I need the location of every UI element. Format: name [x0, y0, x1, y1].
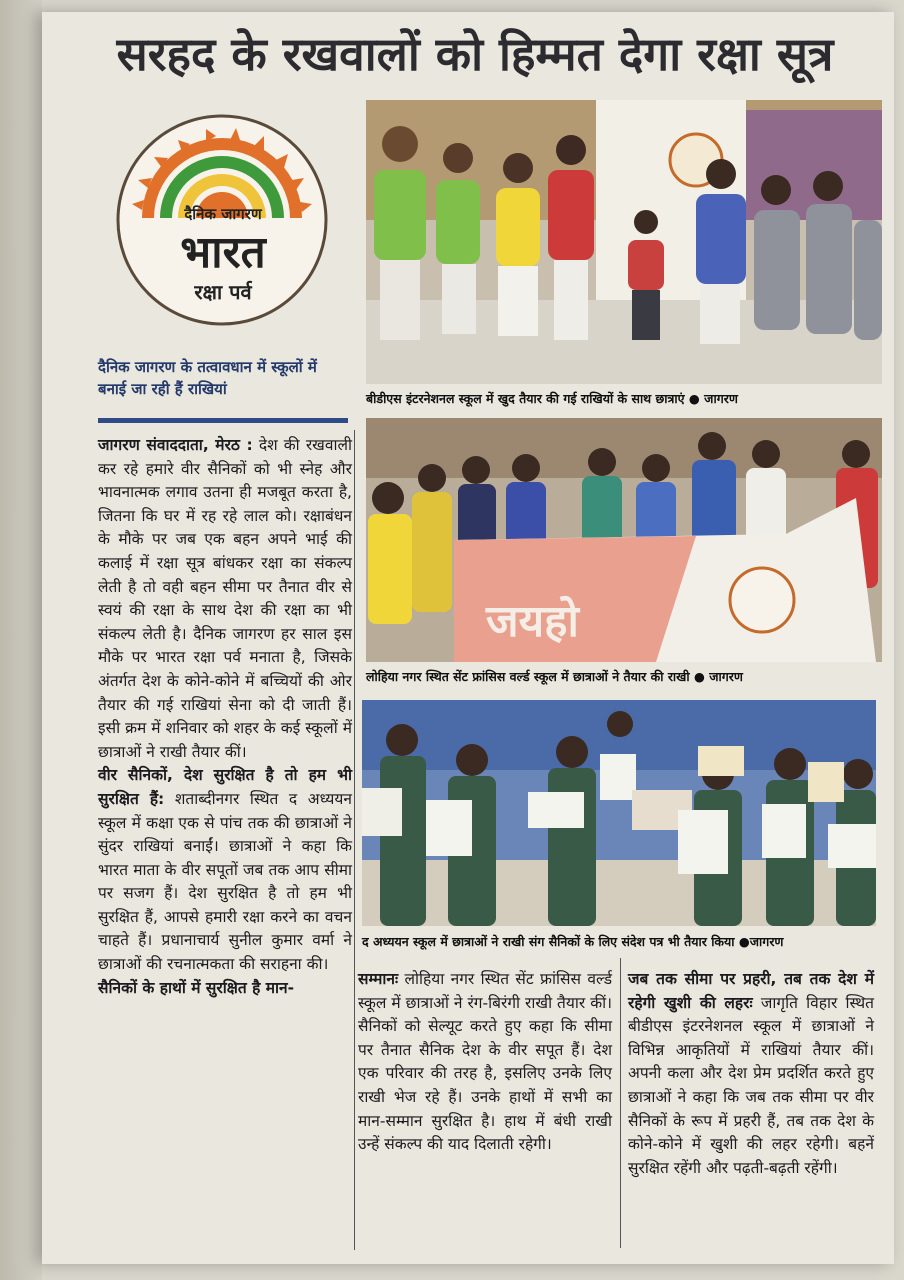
photo2-caption: लोहिया नगर स्थित सेंट फ्रांसिस वर्ल्ड स्कूल में छात्राओं ने तैयार की राखी ● जागरण — [366, 669, 743, 684]
subhead-3: सम्मानः — [358, 970, 399, 988]
photo3-caption: द अध्ययन स्कूल में छात्राओं ने राखी संग सैनिकों के लिए संदेश पत्र भी तैयार किया ●जागरण — [362, 934, 784, 949]
article-column-2 — [358, 968, 612, 1248]
column-rule-1 — [354, 430, 355, 1250]
photo-st-francis-school — [366, 418, 882, 662]
article-paragraph-3: लोहिया नगर स्थित सेंट फ्रांसिस वर्ल्ड स्कूल में छात्राओं ने रंग-बिरंगी राखी तैयार कीं। सैनिकों को सेल्यूट करते हुए कहा कि सीमा पर तैनात सैनिक देश के वीर सपूत हैं। देश एक परिवार की तरह है, इसलिए उनके लिए राखी भेज रहे हैं। उनके हाथों में सभी का मान-सम्मान सुरक्षित है। हाथ में बंधी राखी उन्हें संकल्प की याद दिलाती रहेगी। — [358, 970, 612, 1154]
photo-bds-school — [366, 100, 882, 384]
subhead-1: वीर सैनिकों, देश सुरक्षित है तो हम भी सुरक्षित हैं: — [98, 766, 352, 808]
article-paragraph-2: शताब्दीनगर स्थित द अध्ययन स्कूल में कक्षा एक से पांच तक की छात्राओं ने सुंदर राखियां बनाईं। छात्राओं ने कहा कि भारत माता के वीर सपूतों जब तक आप सीमा पर सजग हैं। देश सुरक्षित है तो हम भी सुरक्षित हैं, आपसे हमारी रक्षा करने का वचन चाहते हैं। प्रधानाचार्य सुनील कुमार वर्मा ने छात्राओं की रचनात्मकता की सराहना की। — [98, 789, 352, 974]
subhead-4: जब तक सीमा पर प्रहरी, तब तक देश में रहेगी खुशी की लहरः — [628, 970, 874, 1012]
logo-title: भारत — [180, 227, 266, 278]
logo-subtitle: रक्षा पर्व — [194, 280, 252, 304]
headline: सरहद के रखवालों को हिम्मत देगा रक्षा सूत्र — [116, 27, 834, 81]
logo-brand: दैनिक जागरण — [184, 205, 262, 223]
paper-edge — [0, 0, 42, 1280]
article-paragraph-4: जागृति विहार स्थित बीडीएस इंटरनेशनल स्कूल में छात्राओं ने विभिन्न आकृतियों में राखियां तैयार कीं। अपनी कला और देश प्रेम प्रदर्शित करते हुए छात्राओं ने कहा कि जब तक सीमा पर वीर सैनिकों के रूप में प्रहरी हैं, तब तक देश के कोने-कोने में खुशी की लहर रहेगी। बहनें सुरक्षित रहेंगी और पढ़ती-बढ़ती रहेंगी। — [628, 993, 874, 1177]
article-column-1 — [98, 434, 352, 1254]
intro-strap: दैनिक जागरण के तत्वावधान में स्कूलों में बनाई जा रही हैं राखियां — [98, 358, 317, 398]
subhead-2: सैनिकों के हाथों में सुरक्षित है मान- — [98, 978, 295, 997]
article-column-3 — [628, 968, 874, 1248]
column-rule-2 — [620, 958, 621, 1248]
banner-text: जयहो — [486, 596, 579, 647]
article-paragraph-1: देश की रखवाली कर रहे हमारे वीर सैनिकों को भी स्नेह और भावनात्मक लगाव उतना ही मजबूत करता है, जितना कि घर में रह रहे लाल को। रक्षाबंधन के मौके पर जब एक बहन अपने भाई की कलाई में रक्षा सूत्र बांधकर रक्षा का संकल्प लेती है तो वही बहन सीमा पर तैनात वीर से स्वयं की रक्षा के साथ देश की रक्षा का भी संकल्प लेती है। दैनिक जागरण हर साल इस मौके पर भारत रक्षा पर्व मनाता है, जिसके अंतर्गत देश के कोने-कोने में बच्चियों की ओर तैयार की गई राखियां सेना को दी जाती हैं। इसी क्रम में शनिवार को शहर के कई स्कूलों में छात्राओं ने राखी तैयार कीं। — [98, 436, 352, 761]
intro-rule — [98, 418, 348, 423]
photo1-caption: बीडीएस इंटरनेशनल स्कूल में खुद तैयार की गई राखियों के साथ छात्राएं ● जागरण — [366, 391, 738, 406]
dateline: जागरण संवाददाता, मेरठ : — [98, 436, 253, 454]
photo-adhyayan-school — [362, 700, 876, 926]
